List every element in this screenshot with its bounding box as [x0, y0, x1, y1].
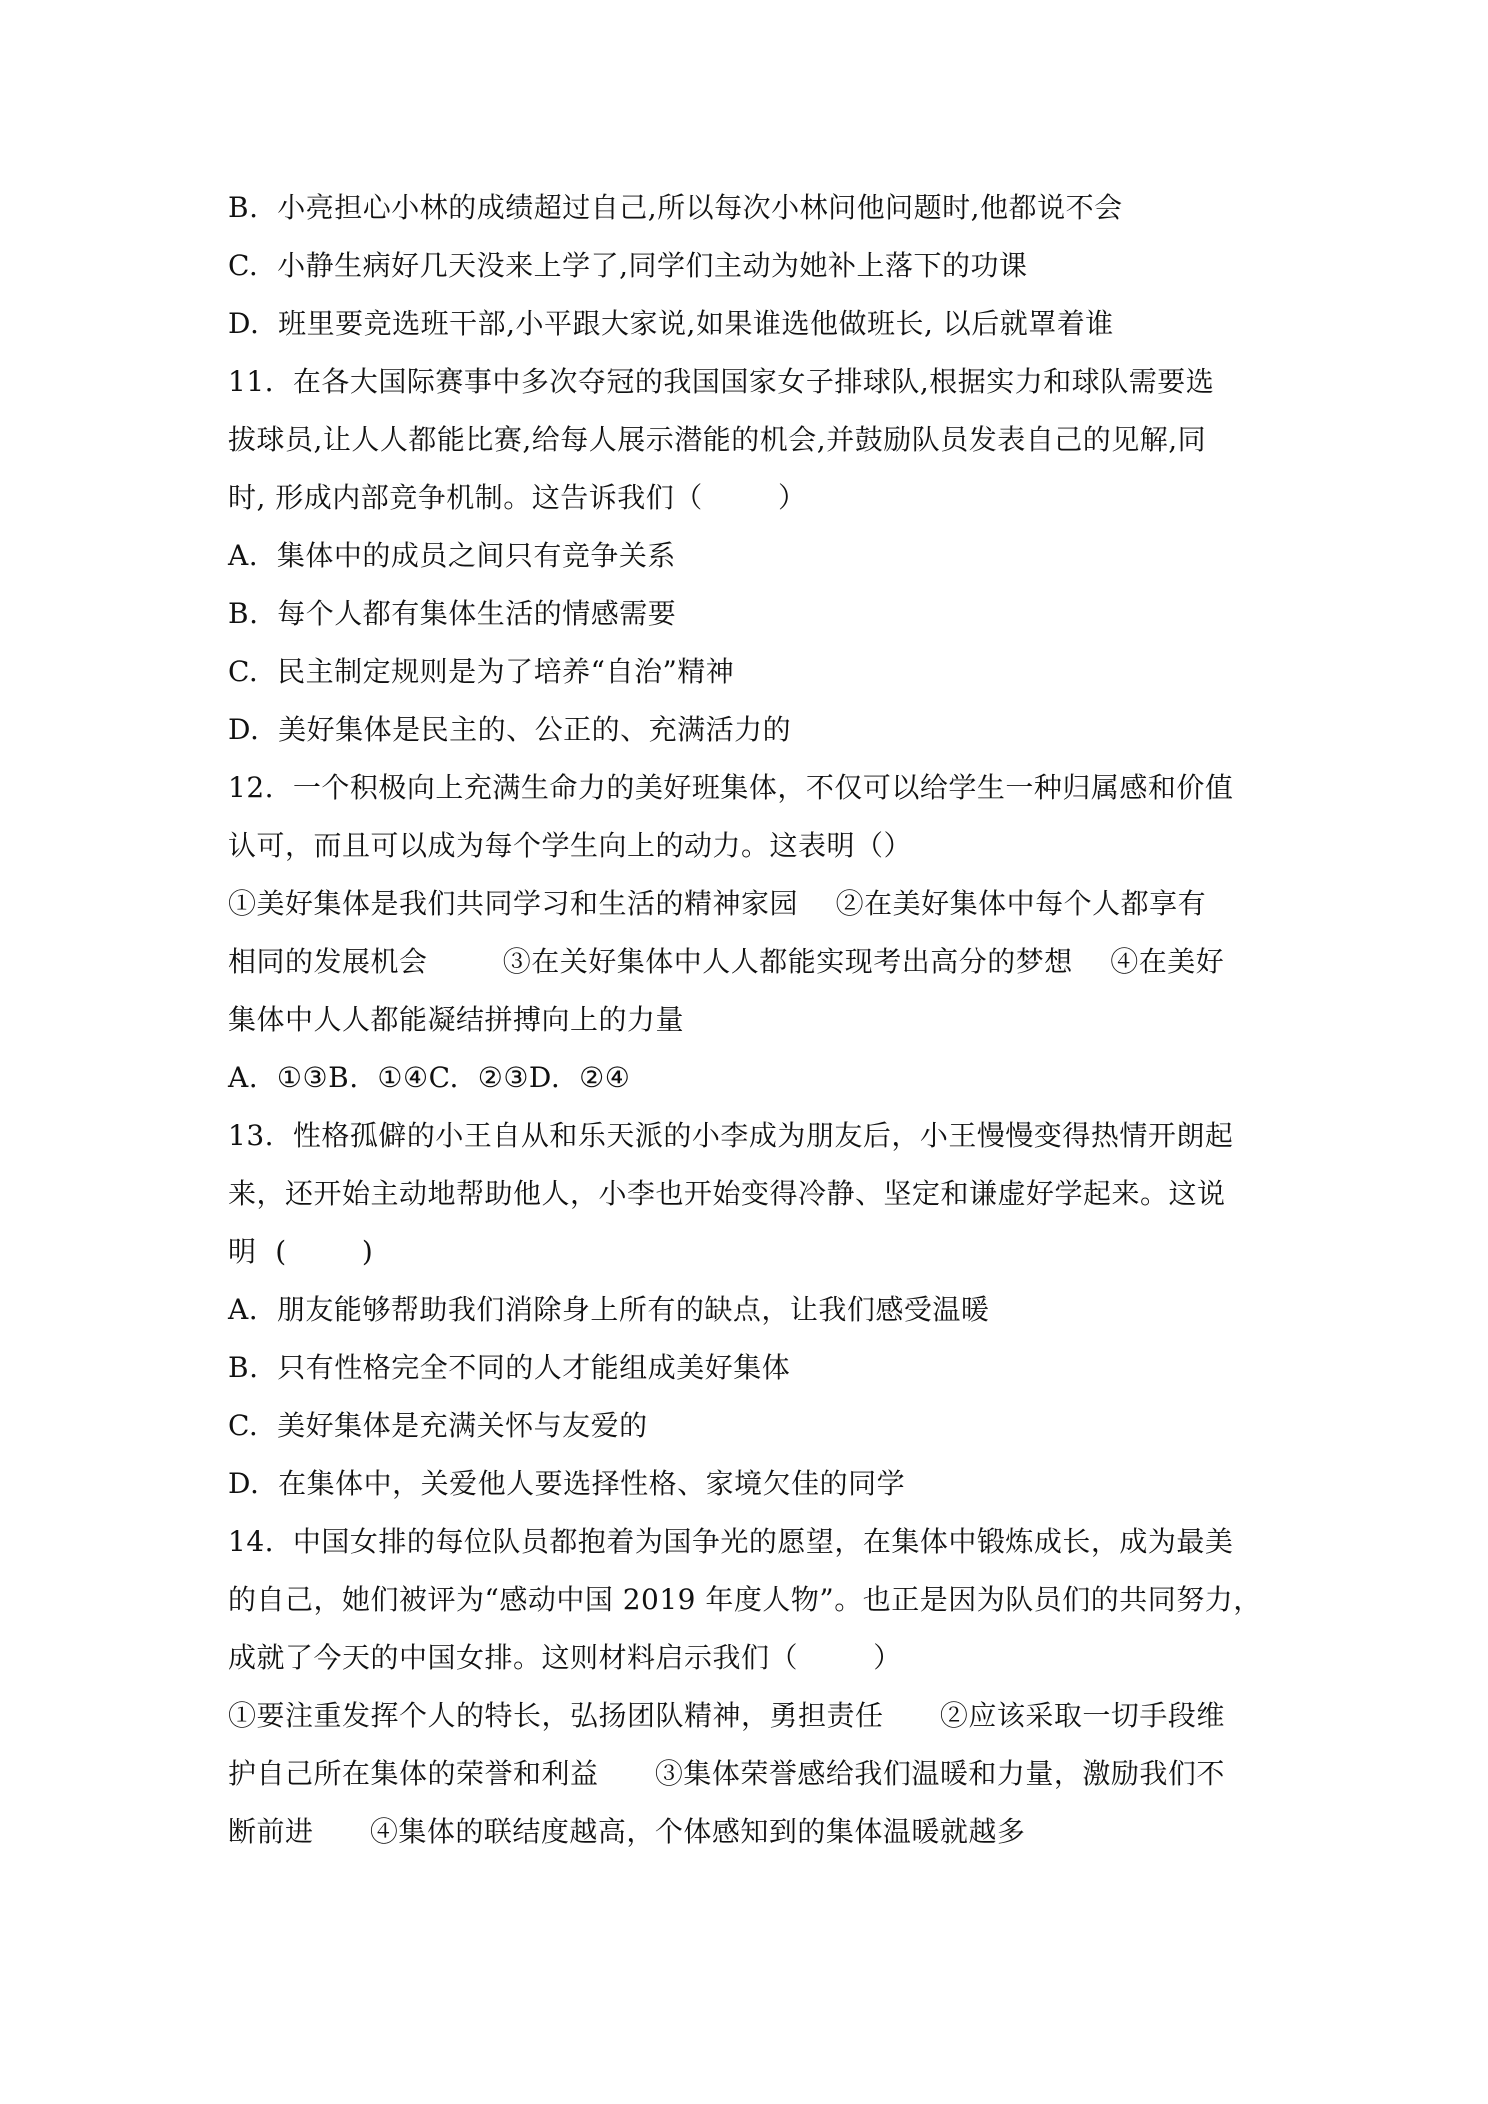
question-14-line-2: 的自己，她们被评为“感动中国 2019 年度人物”。也正是因为队员们的共同努力，	[228, 1583, 1262, 1616]
question-13-line-2: 来，还开始主动地帮助他人，小李也开始变得冷静、坚定和谦虚好学起来。这说	[228, 1177, 1226, 1210]
option-d-q10: D. 班里要竞选班干部,小平跟大家说,如果谁选他做班长, 以后就罩着谁	[228, 307, 1114, 340]
question-12-line-2: 认可，而且可以成为每个学生向上的动力。这表明（）	[228, 829, 913, 862]
question-12-statements-line-2: 相同的发展机会 ③在关好集体中人人都能实现考出高分的梦想 ④在美好	[228, 945, 1225, 978]
question-11-line-2: 拔球员,让人人都能比赛,给每人展示潜能的机会,并鼓励队员发表自己的见解,同	[228, 423, 1207, 456]
question-14-line-3: 成就了今天的中国女排。这则材料启示我们（ ）	[228, 1641, 902, 1674]
question-14-statements-line-2: 护自己所在集体的荣誉和利益 ③集体荣誉感给我们温暖和力量，激励我们不	[228, 1757, 1225, 1790]
question-11-line-1: 11. 在各大国际赛事中多次夺冠的我国国家女子排球队,根据实力和球队需要选	[228, 365, 1215, 398]
question-12-statements-line-1: ①美好集体是我们共同学习和生活的精神家园 ②在美好集体中每个人都享有	[228, 887, 1207, 920]
question-13-line-1: 13. 性格孤僻的小王自从和乐天派的小李成为朋友后，小王慢慢变得热情开朗起	[228, 1119, 1234, 1152]
question-14-statements-line-3: 断前进 ④集体的联结度越高，个体感知到的集体温暖就越多	[228, 1815, 1026, 1848]
option-b-q10: B. 小亮担心小林的成绩超过自己,所以每次小林问他问题时,他都说不会	[228, 191, 1123, 224]
question-13-line-3: 明 ( )	[228, 1235, 374, 1268]
question-14-line-1: 14. 中国女排的每位队员都抱着为国争光的愿望，在集体中锻炼成长，成为最美	[228, 1525, 1234, 1558]
question-14-statements-line-1: ①要注重发挥个人的特长，弘扬团队精神，勇担责任 ②应该采取一切手段维	[228, 1699, 1225, 1732]
option-a-q11: A. 集体中的成员之间只有竞争关系	[228, 539, 676, 572]
question-12-statements-line-3: 集体中人人都能凝结拼搏向上的力量	[228, 1003, 685, 1036]
option-c-q10: C. 小静生病好几天没来上学了,同学们主动为她补上落下的功课	[228, 249, 1028, 282]
option-d-q11: D. 美好集体是民主的、公正的、充满活力的	[228, 713, 792, 746]
option-c-q11: C. 民主制定规则是为了培养“自治”精神	[228, 655, 735, 688]
question-12-options: A. ①③B. ①④C. ②③D. ②④	[228, 1061, 631, 1094]
question-12-line-1: 12. 一个积极向上充满生命力的美好班集体，不仅可以给学生一种归属感和价值	[228, 771, 1234, 804]
option-d-q13: D. 在集体中，关爱他人要选择性格、家境欠佳的同学	[228, 1467, 906, 1500]
option-a-q13: A. 朋友能够帮助我们消除身上所有的缺点，让我们感受温暖	[228, 1293, 990, 1326]
option-c-q13: C. 美好集体是充满关怀与友爱的	[228, 1409, 648, 1442]
option-b-q13: B. 只有性格完全不同的人才能组成美好集体	[228, 1351, 791, 1384]
option-b-q11: B. 每个人都有集体生活的情感需要	[228, 597, 677, 630]
question-11-line-3: 时, 形成内部竞争机制。这告诉我们（ ）	[228, 481, 807, 514]
